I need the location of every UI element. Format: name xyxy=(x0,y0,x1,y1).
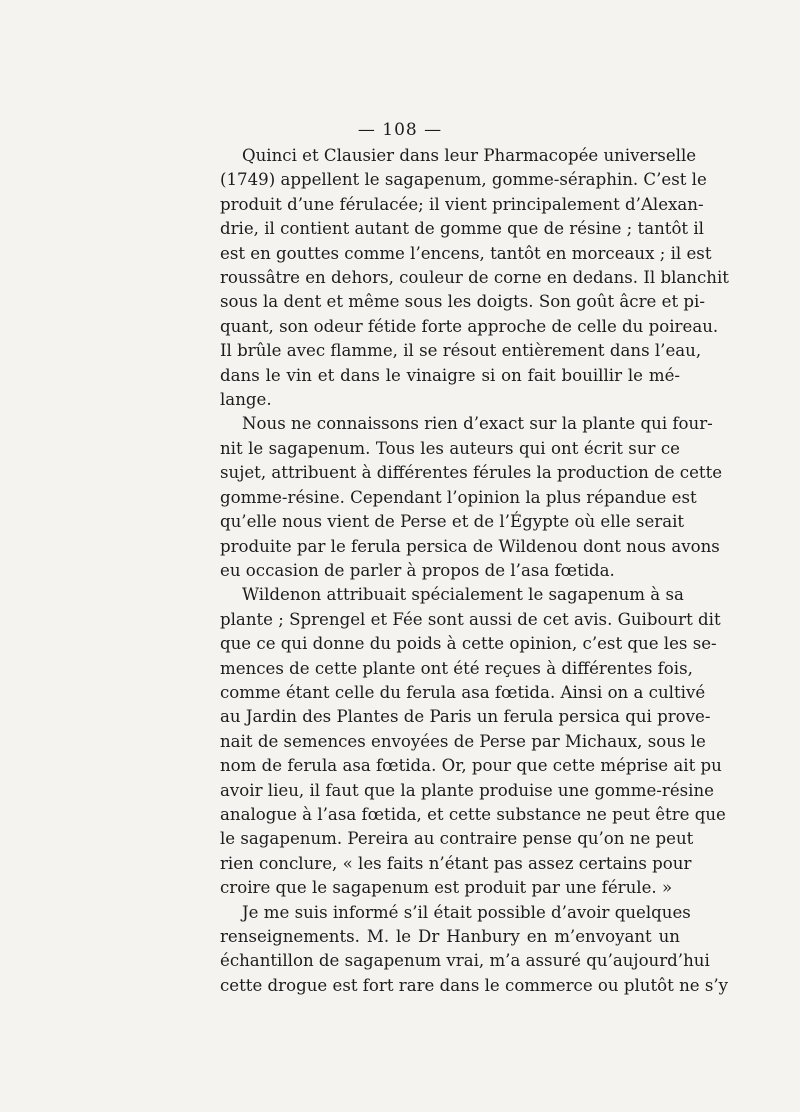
text-line: nait de semences envoyées de Perse par Michaux, sous le xyxy=(220,731,706,751)
text-line: avoir lieu, il faut que la plante produise une gomme-résine xyxy=(220,780,714,800)
text-line: rien conclure, « les faits n’étant pas assez certains pour xyxy=(220,853,692,873)
text-line: Wildenon attribuait spécialement le sagapenum à sa xyxy=(242,585,684,605)
text-line: croire que le sagapenum est produit par une férule. » xyxy=(220,878,673,898)
text-line: sous la dent et même sous les doigts. Son goût âcre et pi- xyxy=(220,292,705,312)
text-line: quant, son odeur fétide forte approche de celle du poireau. xyxy=(220,316,719,336)
text-line: Nous ne connaissons rien d’exact sur la plante qui four- xyxy=(242,414,713,434)
text-line: échantillon de sagapenum vrai, m’a assuré qu’aujourd’hui xyxy=(220,951,710,971)
text-line: mences de cette plante ont été reçues à différentes fois, xyxy=(220,658,693,678)
text-line: dans le vin et dans le vinaigre si on fait bouillir le mé- xyxy=(220,365,680,385)
text-line: nom de ferula asa fœtida. Or, pour que cette méprise ait pu xyxy=(220,756,722,776)
body-text xyxy=(220,144,729,998)
text-line: que ce qui donne du poids à cette opinion, c’est que les se- xyxy=(220,634,717,654)
text-line: nit le sagapenum. Tous les auteurs qui ont écrit sur ce xyxy=(220,438,680,458)
page-number: — 108 — xyxy=(357,120,443,140)
text-line: Je me suis informé s’il était possible d’avoir quelques xyxy=(242,902,691,922)
text-line: drie, il contient autant de gomme que de résine ; tantôt il xyxy=(220,219,704,239)
text-line: est en gouttes comme l’encens, tantôt en morceaux ; il est xyxy=(220,243,712,263)
text-line: Il brûle avec flamme, il se résout entièrement dans l’eau, xyxy=(220,341,702,361)
text-line: produite par le ferula persica de Wildenou dont nous avons xyxy=(220,536,720,556)
text-line: (1749) appellent le sagapenum, gomme-séraphin. C’est le xyxy=(220,170,707,190)
text-line: produit d’une férulacée; il vient principalement d’Alexan- xyxy=(220,194,704,214)
text-line: plante ; Sprengel et Fée sont aussi de cet avis. Guibourt dit xyxy=(220,609,721,629)
text-line: roussâtre en dehors, couleur de corne en dedans. Il blanchit xyxy=(220,268,729,288)
text-line: qu’elle nous vient de Perse et de l’Égypte où elle serait xyxy=(220,512,685,532)
text-line: le sagapenum. Pereira au contraire pense qu’on ne peut xyxy=(220,829,694,849)
text-line: analogue à l’asa fœtida, et cette substance ne peut être que xyxy=(220,804,726,824)
text-line: cette drogue est fort rare dans le commerce ou plutôt ne s’y xyxy=(220,975,729,995)
text-line: gomme-résine. Cependant l’opinion la plus répandue est xyxy=(220,487,697,507)
text-line: lange. xyxy=(220,390,272,410)
text-line: au Jardin des Plantes de Paris un ferula persica qui prove- xyxy=(220,707,711,727)
text-line: comme étant celle du ferula asa fœtida. Ainsi on a cultivé xyxy=(220,682,706,702)
text-line: renseignements. M. le Dr Hanbury en m’envoyant un xyxy=(220,927,680,946)
text-line: sujet, attribuent à différentes férules la production de cette xyxy=(220,463,723,483)
text-line: Quinci et Clausier dans leur Pharmacopée universelle xyxy=(242,146,697,165)
text-line: eu occasion de parler à propos de l’asa fœtida. xyxy=(220,560,615,580)
